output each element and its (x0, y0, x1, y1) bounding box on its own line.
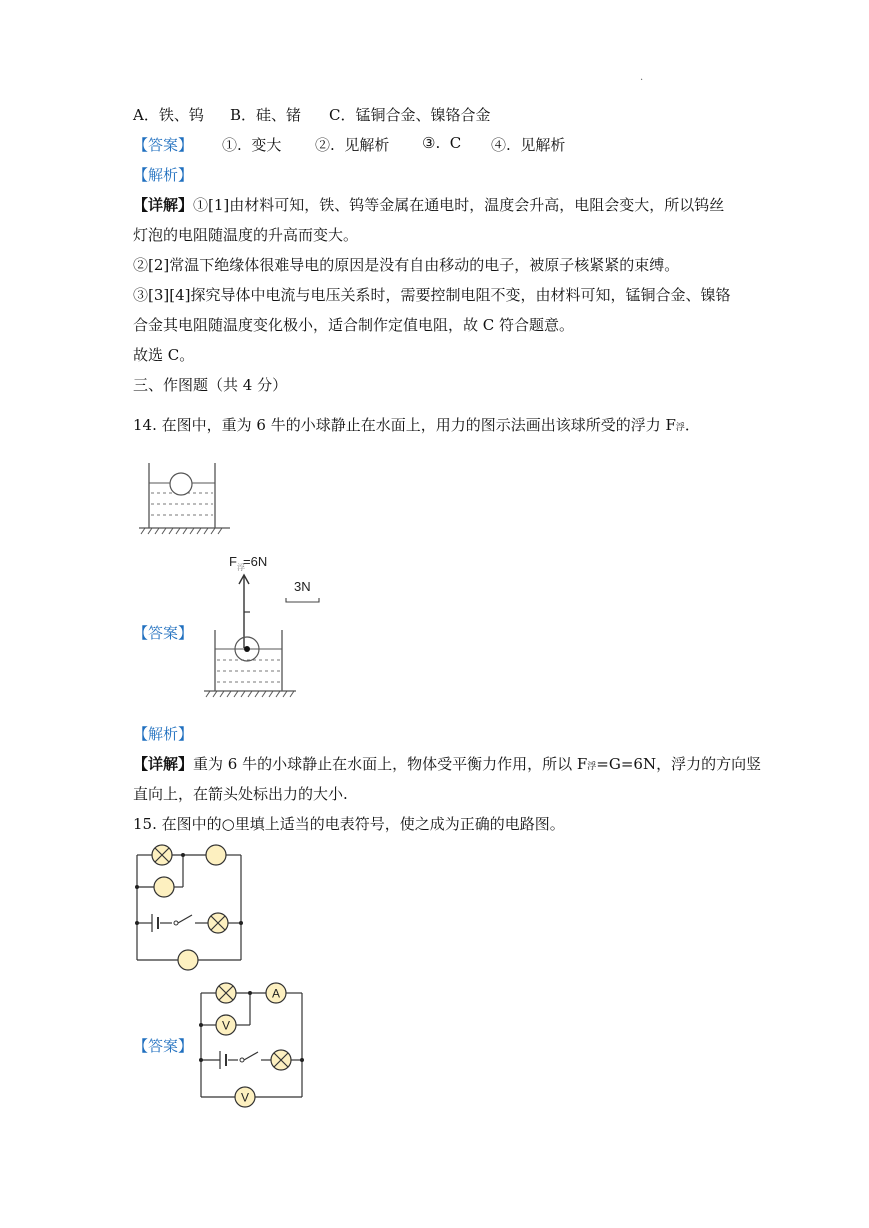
voltmeter-label-1: V (221, 1018, 231, 1033)
detail-line-6: 故选 C。 (133, 346, 195, 364)
option-a: A．铁、钨 (133, 106, 204, 124)
empty-meter-2 (154, 877, 174, 897)
answer-3: ③. C (422, 134, 462, 152)
q15-answer-tag: 【答案】 (133, 1037, 194, 1055)
detail-line-2: 灯泡的电阻随温度的升高而变大。 (133, 226, 359, 244)
voltmeter-label-2: V (240, 1090, 250, 1105)
scale-label: 3N (294, 579, 311, 594)
detail-line-1: 【详解】①[1]由材料可知，铁、钨等金属在通电时，温度会升高，电阻会变大，所以钨丝 (133, 196, 725, 214)
q14-detail-line-2: 直向上，在箭头处标出力的大小. (133, 785, 348, 803)
answer-tag: 【答案】 (133, 136, 194, 154)
answer-4: ④. 见解析 (491, 136, 566, 154)
analysis-tag: 【解析】 (133, 166, 194, 184)
force-label-sub: 浮 (237, 563, 245, 572)
detail-line-3: ②[2]常温下绝缘体很难导电的原因是没有自由移动的电子，被原子核紧紧的束缚。 (133, 256, 680, 274)
q14-question-figure (135, 458, 235, 538)
q14-answer-tag: 【答案】 (133, 624, 194, 642)
page-mark: . (640, 72, 644, 83)
q15-question-circuit (128, 842, 250, 972)
scale-bar (286, 598, 319, 602)
q14-answer-figure (198, 548, 338, 703)
detail-line-5: 合金其电阻随温度变化极小，适合制作定值电阻，故 C 符合题意。 (133, 316, 575, 334)
option-b: B．硅、锗 (230, 106, 302, 124)
q14-stem: 14. 在图中，重为 6 牛的小球静止在水面上，用力的图示法画出该球所受的浮力 F浮． (133, 416, 700, 434)
ball-shape (170, 473, 192, 495)
force-value: =6N (243, 554, 268, 569)
q14-detail-line-1: 【详解】重为 6 牛的小球静止在水面上，物体受平衡力作用，所以 F浮=G=6N，浮力的方向竖 (133, 755, 762, 773)
option-c: C．锰铜合金、镍铬合金 (329, 106, 491, 124)
q14-analysis-tag: 【解析】 (133, 725, 194, 743)
section-title: 三、作图题（共 4 分） (133, 376, 288, 394)
empty-meter-3 (178, 950, 198, 970)
q15-stem: 15. 在图中的○里填上适当的电表符号，使之成为正确的电路图。 (133, 815, 565, 833)
detail-line-4: ③[3][4]探究导体中电流与电压关系时，需要控制电阻不变，由材料可知，锰铜合金、镍铬 (133, 286, 731, 304)
answer-1: ①. 变大 (222, 136, 282, 154)
q15-answer-circuit (192, 980, 312, 1110)
empty-meter-1 (206, 845, 226, 865)
answer-2: ②. 见解析 (315, 136, 390, 154)
ammeter-label: A (271, 986, 281, 1001)
force-label: F (229, 554, 237, 569)
